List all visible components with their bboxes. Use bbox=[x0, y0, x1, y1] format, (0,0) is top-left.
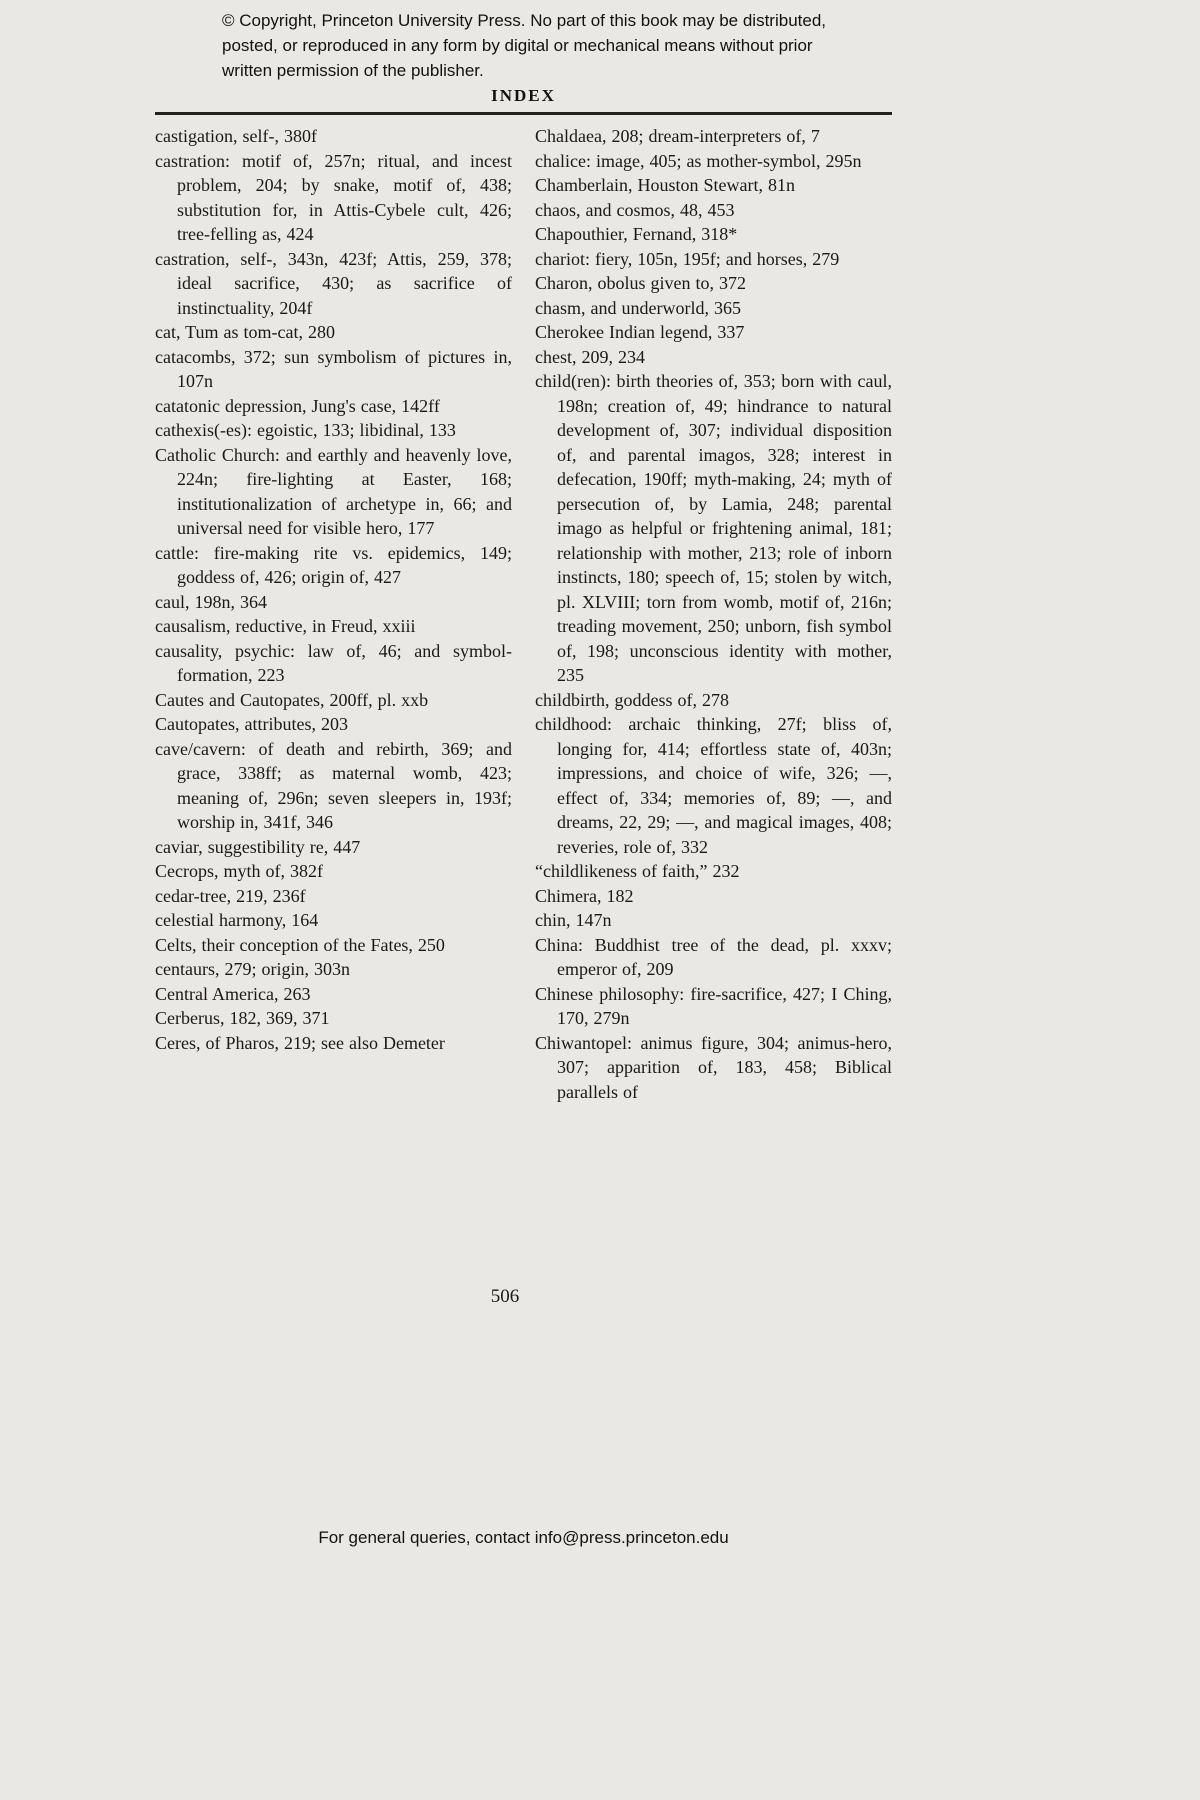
index-columns bbox=[155, 124, 892, 1104]
index-column-left bbox=[155, 124, 512, 1104]
index-entry: chariot: fiery, 105n, 195f; and horses, 279 bbox=[535, 248, 840, 269]
index-entry: chasm, and underworld, 365 bbox=[535, 297, 741, 318]
index-entry: child(ren): birth theories of, 353; born with caul, 198n; creation of, 49; hindrance to natural development of, 307; individual disposition of, and parental imagos, 328; interest in defecation, 190ff; myth-making, 24; myth of persecution of, by Lamia, 248; parental imago as helpful or frightening animal, 181; relationship with mother, 213; role of inborn instincts, 180; speech of, 15; stolen by witch, pl. XLVIII; torn from womb, motif of, 216n; treading movement, 250; unborn, fish symbol of, 198; unconscious identity with mother, 235 bbox=[535, 371, 892, 685]
header-rule bbox=[155, 112, 892, 115]
index-entry: catacombs, 372; sun symbolism of pictures in, 107n bbox=[155, 346, 512, 391]
index-entry: celestial harmony, 164 bbox=[155, 910, 319, 930]
index-entry: Cerberus, 182, 369, 371 bbox=[155, 1008, 330, 1028]
index-entry: centaurs, 279; origin, 303n bbox=[155, 959, 350, 979]
footer-contact: For general queries, contact info@press.princeton.edu bbox=[318, 1528, 729, 1547]
index-entry: castration, self-, 343n, 423f; Attis, 259, 378; ideal sacrifice, 430; as sacrifice of instinctuality, 204f bbox=[155, 248, 512, 318]
index-entry: caul, 198n, 364 bbox=[155, 591, 267, 612]
index-entry: Chimera, 182 bbox=[535, 885, 634, 906]
index-entry: cat, Tum as tom-cat, 280 bbox=[155, 322, 335, 342]
index-entry: Chinese philosophy: fire-sacrifice, 427; I Ching, 170, 279n bbox=[535, 983, 892, 1028]
index-entry: Chamberlain, Houston Stewart, 81n bbox=[535, 175, 795, 195]
page-number: 506 bbox=[490, 1286, 520, 1307]
index-entry: Chaldaea, 208; dream-interpreters of, 7 bbox=[535, 126, 820, 146]
index-entry: chest, 209, 234 bbox=[535, 346, 645, 367]
index-entry: chin, 147n bbox=[535, 910, 612, 930]
index-entry: Cecrops, myth of, 382f bbox=[155, 861, 323, 881]
index-entry: Catholic Church: and earthly and heavenly love, 224n; fire-lighting at Easter, 168; institutionalization of archetype in, 66; and universal need for visible hero, 177 bbox=[155, 444, 512, 538]
index-entry: catatonic depression, Jung's case, 142ff bbox=[155, 395, 440, 416]
index-entry: chaos, and cosmos, 48, 453 bbox=[535, 199, 735, 220]
index-entry: causalism, reductive, in Freud, xxiii bbox=[155, 616, 416, 636]
index-entry: causality, psychic: law of, 46; and symbol-formation, 223 bbox=[155, 640, 512, 685]
index-entry: chalice: image, 405; as mother-symbol, 295n bbox=[535, 150, 862, 171]
index-entry: childbirth, goddess of, 278 bbox=[535, 689, 729, 710]
copyright-notice: © Copyright, Princeton University Press. No part of this book may be distributed, posted, or reproduced in any form by digital or mechanical means without prior written permission of the publisher. bbox=[222, 11, 827, 80]
index-entry: castigation, self-, 380f bbox=[155, 126, 317, 146]
index-entry: Cautes and Cautopates, 200ff, pl. xxb bbox=[155, 689, 429, 710]
index-entry: China: Buddhist tree of the dead, pl. xxxv; emperor of, 209 bbox=[535, 934, 892, 979]
index-entry: cattle: fire-making rite vs. epidemics, 149; goddess of, 426; origin of, 427 bbox=[155, 542, 512, 587]
index-entry: Celts, their conception of the Fates, 250 bbox=[155, 934, 445, 955]
index-entry: Ceres, of Pharos, 219; see also Demeter bbox=[155, 1032, 445, 1053]
index-entry: cathexis(-es): egoistic, 133; libidinal, 133 bbox=[155, 420, 456, 440]
index-column-right bbox=[535, 124, 892, 1104]
index-entry: cedar-tree, 219, 236f bbox=[155, 885, 306, 906]
index-entry: Chiwantopel: animus figure, 304; animus-hero, 307; apparition of, 183, 458; Biblical parallels of bbox=[535, 1032, 892, 1102]
page-title: INDEX bbox=[491, 86, 556, 105]
index-entry: Chapouthier, Fernand, 318* bbox=[535, 224, 738, 244]
index-entry: Charon, obolus given to, 372 bbox=[535, 273, 746, 293]
index-entry: “childlikeness of faith,” 232 bbox=[535, 861, 740, 881]
index-entry: cave/cavern: of death and rebirth, 369; and grace, 338ff; as maternal womb, 423; meaning of, 296n; seven sleepers in, 193f; worship in, 341f, 346 bbox=[155, 738, 512, 832]
index-entry: Central America, 263 bbox=[155, 983, 311, 1004]
index-entry: childhood: archaic thinking, 27f; bliss of, longing for, 414; effortless state of, 403n; impressions, and choice of wife, 326; —, effect of, 334; memories of, 89; —, and dreams, 22, 29; —, and magical images, 408; reveries, role of, 332 bbox=[535, 714, 892, 857]
index-entry: castration: motif of, 257n; ritual, and incest problem, 204; by snake, motif of, 438; substitution for, in Attis-Cybele cult, 426; tree-felling as, 424 bbox=[155, 150, 512, 244]
index-entry: Cautopates, attributes, 203 bbox=[155, 714, 348, 734]
index-entry: Cherokee Indian legend, 337 bbox=[535, 322, 745, 342]
index-entry: caviar, suggestibility re, 447 bbox=[155, 836, 361, 857]
